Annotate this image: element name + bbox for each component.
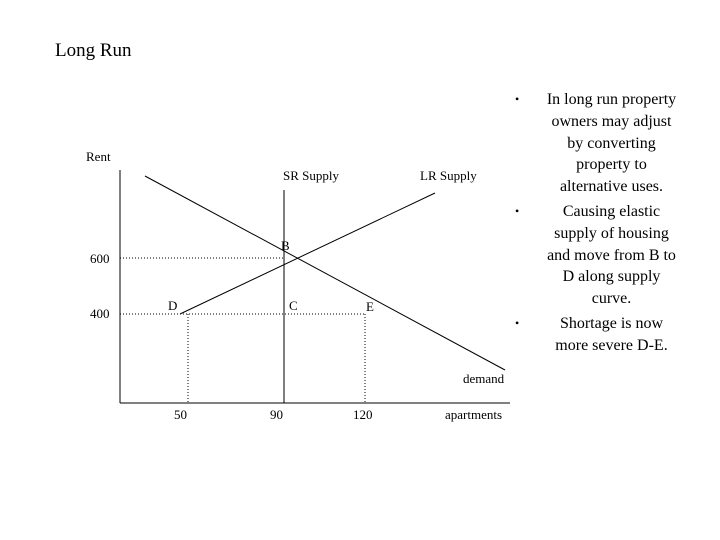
bullet-text: In long run property owners may adjust by converting property to alternative uses. bbox=[546, 91, 677, 196]
bullet-marker: • bbox=[515, 203, 520, 218]
y-tick-400: 400 bbox=[90, 306, 110, 321]
bullet-item bbox=[510, 201, 680, 310]
x-tick-120: 120 bbox=[353, 407, 373, 422]
point-c-label: C bbox=[289, 298, 298, 313]
bullet-marker: • bbox=[515, 92, 520, 106]
demand-curve bbox=[145, 176, 505, 370]
slide-title: Long Run bbox=[55, 40, 132, 61]
sr-supply-label: SR Supply bbox=[283, 168, 339, 183]
point-b-label: B bbox=[281, 238, 290, 253]
bullet-item bbox=[510, 313, 680, 357]
bullet-text: Causing elastic supply of housing and move from B to D along supply curve. bbox=[547, 202, 676, 308]
bullet-marker: • bbox=[515, 315, 520, 330]
demand-label: demand bbox=[463, 371, 505, 386]
x-axis-label: apartments bbox=[445, 407, 503, 422]
point-d-label: D bbox=[168, 298, 178, 313]
bullet-text: Shortage is now more severe D-E. bbox=[555, 314, 668, 354]
bullet-list bbox=[510, 89, 680, 357]
lr-supply-curve bbox=[180, 193, 435, 314]
x-tick-50: 50 bbox=[174, 407, 187, 422]
x-tick-90: 90 bbox=[270, 407, 283, 422]
bullet-item bbox=[510, 89, 680, 198]
y-axis-label: Rent bbox=[86, 149, 111, 164]
point-e-label: E bbox=[366, 299, 374, 314]
lr-supply-label: LR Supply bbox=[420, 168, 477, 183]
y-tick-600: 600 bbox=[90, 251, 110, 266]
